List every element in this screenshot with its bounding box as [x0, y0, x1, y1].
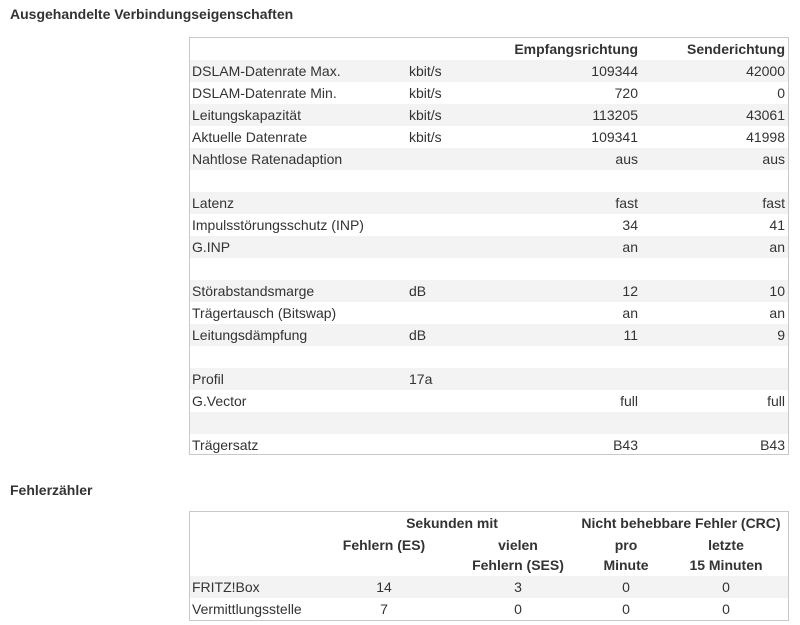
section-title-connection-properties: Ausgehandelte Verbindungseigenschaften	[10, 6, 294, 22]
error-header-row-1	[190, 512, 788, 534]
row-unit: kbit/s	[409, 85, 442, 101]
header-ses-line2: Fehlern (SES)	[472, 557, 564, 573]
row-downstream-value: 720	[614, 85, 638, 101]
row-unit: dB	[409, 327, 427, 343]
header-group-crc-errors: Nicht behebbare Fehler (CRC)	[581, 515, 781, 531]
table-row	[190, 236, 788, 258]
row-label: Vermittlungsstelle	[192, 601, 302, 617]
row-label: Impulsstörungsschutz (INP)	[192, 217, 364, 233]
row-downstream-value: aus	[615, 151, 638, 167]
row-downstream-value: an	[622, 239, 638, 255]
row-upstream-value: 41998	[746, 129, 785, 145]
table-row	[190, 192, 788, 214]
table-row	[190, 170, 788, 192]
row-downstream-value: 34	[622, 217, 638, 233]
row-last15: 0	[722, 601, 730, 617]
row-upstream-value: full	[767, 393, 785, 409]
row-downstream-value: 12	[622, 283, 638, 299]
table-row	[190, 82, 788, 104]
row-downstream-value: full	[620, 393, 638, 409]
table-header-row	[190, 38, 788, 60]
table-row	[190, 390, 788, 412]
row-upstream-value: 42000	[746, 63, 785, 79]
table-row	[190, 60, 788, 82]
row-label: Trägersatz	[192, 437, 259, 453]
table-row	[190, 346, 788, 368]
header-last15-line2: 15 Minuten	[689, 557, 763, 573]
table-row	[190, 126, 788, 148]
table-row	[190, 368, 788, 390]
row-label: Latenz	[192, 195, 235, 211]
table-row	[190, 434, 788, 456]
row-label: Leitungsdämpfung	[192, 327, 308, 343]
header-per-minute-line2: Minute	[603, 557, 649, 573]
error-header-row-3	[190, 554, 788, 576]
header-per-minute-line1: pro	[614, 537, 638, 553]
connection-properties-table	[189, 37, 789, 455]
row-label: DSLAM-Datenrate Min.	[192, 85, 337, 101]
table-row	[190, 302, 788, 324]
row-downstream-value: an	[622, 305, 638, 321]
row-last15: 0	[722, 579, 730, 595]
row-label: G.INP	[192, 239, 231, 255]
row-label: Störabstandsmarge	[192, 283, 315, 299]
row-upstream-value: aus	[762, 151, 785, 167]
row-downstream-value: 11	[623, 327, 638, 343]
row-label: DSLAM-Datenrate Max.	[192, 63, 341, 79]
row-es: 14	[376, 579, 392, 595]
row-label: Nahtlose Ratenadaption	[192, 151, 343, 167]
header-group-seconds-with: Sekunden mit	[406, 515, 498, 531]
row-upstream-value: B43	[760, 437, 785, 453]
row-upstream-value: an	[769, 305, 785, 321]
error-header-row-2	[190, 534, 788, 556]
row-unit: kbit/s	[409, 129, 442, 145]
table-row	[190, 104, 788, 126]
row-downstream-value: fast	[615, 195, 638, 211]
table-row	[190, 214, 788, 236]
row-label: Leitungskapazität	[192, 107, 301, 123]
table-row	[190, 576, 788, 598]
row-es: 7	[380, 601, 388, 617]
row-upstream-value: 0	[777, 85, 785, 101]
column-header-downstream: Empfangsrichtung	[514, 41, 638, 57]
row-upstream-value: 10	[769, 283, 785, 299]
row-label: G.Vector	[192, 393, 247, 409]
row-upstream-value: 43061	[746, 107, 785, 123]
table-row	[190, 412, 788, 434]
table-row	[190, 280, 788, 302]
row-ses: 3	[514, 579, 522, 595]
row-upstream-value: fast	[762, 195, 785, 211]
row-label: Aktuelle Datenrate	[192, 129, 308, 145]
section-title-error-counter: Fehlerzähler	[10, 482, 93, 498]
row-downstream-value: 109341	[591, 129, 638, 145]
header-ses-line1: vielen	[498, 537, 538, 553]
row-label: Trägertausch (Bitswap)	[192, 305, 337, 321]
row-unit: kbit/s	[409, 107, 442, 123]
row-downstream-value: 109344	[591, 63, 638, 79]
table-row	[190, 258, 788, 280]
row-unit: kbit/s	[409, 63, 442, 79]
table-row	[190, 598, 788, 620]
row-per-minute: 0	[622, 601, 630, 617]
header-es: Fehlern (ES)	[342, 537, 426, 553]
row-upstream-value: 9	[777, 327, 785, 343]
row-downstream-value: 113205	[592, 107, 638, 123]
row-unit: 17a	[409, 371, 433, 387]
header-last15-line1: letzte	[708, 537, 744, 553]
column-header-upstream: Senderichtung	[686, 41, 785, 57]
row-label: Profil	[192, 371, 224, 387]
row-per-minute: 0	[622, 579, 630, 595]
row-ses: 0	[514, 601, 522, 617]
row-downstream-value: B43	[613, 437, 638, 453]
row-label: FRITZ!Box	[192, 579, 260, 595]
table-row	[190, 148, 788, 170]
row-upstream-value: an	[769, 239, 785, 255]
row-unit: dB	[409, 283, 427, 299]
table-row	[190, 324, 788, 346]
row-upstream-value: 41	[769, 217, 785, 233]
error-counter-table	[189, 511, 789, 621]
